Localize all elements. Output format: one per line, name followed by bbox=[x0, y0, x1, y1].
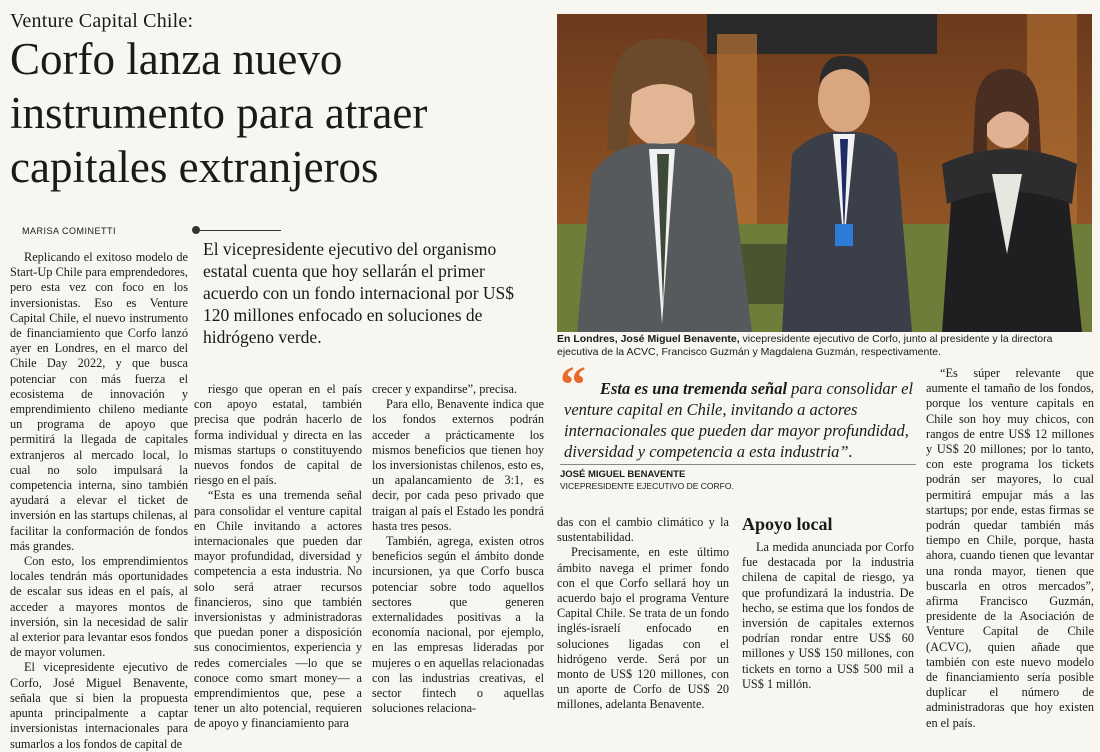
column-3 bbox=[372, 382, 544, 716]
paragraph: También, agrega, existen otros beneficios según el ámbito donde incursionen, ya que Corfo busca potenciar sobre todo aquellos sectores que generen externalidades positivas a la economía nacional, por ejemplo, en las empresas lideradas por mujeres o en aquellas relacionadas con las industrias creativas, el sector fintech o aquellas soluciones relaciona- bbox=[372, 534, 544, 716]
column-6 bbox=[926, 366, 1094, 731]
quote-rule bbox=[560, 464, 916, 465]
headline: Corfo lanza nuevo instrumento para atraer capitales extranjeros bbox=[10, 34, 428, 192]
column-5 bbox=[742, 540, 914, 692]
paragraph: Replicando el exitoso modelo de Start-Up Chile para emprendedores, pero esta vez con foco en los inversionistas. Eso es Venture Capital Chile, el nuevo instrumento de financiamiento que Corfo lanzó ayer en Londres, en el marco del Chile Day 2022, y que busca potenciar con más fuerza el ecosistema de innovación y emprendimiento chileno mediante un programa de apoyo que permitirá la llegada de capitales extranjeros al mercado local, lo cual no solo impulsará la competencia interna, sino también ayudará a elevar el ticket de inversión en las startups chilenas, al facilitar la conformación de fondos más grandes. bbox=[10, 250, 188, 553]
paragraph: Para ello, Benavente indica que los fondos externos podrán acceder a prácticamente los mismos beneficios que tienen hoy los inversionistas chilenos, esto es, un apalancamiento de 3:1, es decir, por cada peso privado que traigan al país el Estado les pondrá hasta tres pesos. bbox=[372, 397, 544, 533]
paragraph: El vicepresidente ejecutivo de Corfo, José Miguel Benavente, señala que si bien la propuesta apunta principalmente a captar inversionistas internacionales para sumarlos a los fondos de capital de bbox=[10, 660, 188, 751]
subhead-apoyo-local: Apoyo local bbox=[742, 514, 833, 534]
paragraph: riesgo que operan en el país con apoyo estatal, también precisa que podrán hacerlo de forma individual y directa en las mismas startups o constituyendo nuevos fondos de capital de riesgo en el país. bbox=[194, 382, 362, 488]
paragraph: “Esta es una tremenda señal para consolidar el venture capital en Chile invitando a actores internacionales que pueden dar mayor profundidad, diversidad y competencia a esta industria. No solo será atraer recursos financieros, sino que también inversionistas y administradoras que puedan poner a disposición sus conocimientos, experiencia y redes comerciales —lo que se conoce como smart money— a emprendimientos que, pese a tener un alto potencial, requieren de apoyo y financiamiento para bbox=[194, 488, 362, 731]
paragraph: La medida anunciada por Corfo fue destacada por la industria chilena de capital de riesgo, ya que profundizará la industria. De hecho, se estima que los fondos de inversión de capitales externos podrían rondar entre US$ 60 millones y US$ 150 millones, con tickets en torno a US$ 500 mil a US$ 1 millón. bbox=[742, 540, 914, 691]
deck-rule bbox=[196, 230, 281, 231]
paragraph: Precisamente, en este último ámbito navega el primer fondo con el que Corfo sellará hoy un acuerdo bajo el programa Venture Capital Chile. Se trata de un fondo inglés-israelí enfocado en soluciones ligadas con el hidrógeno verde. Será por un monto de US$ 120 millones, con un aporte de Corfo de US$ 20 millones, adelanta Benavente. bbox=[557, 545, 729, 712]
kicker: Venture Capital Chile: bbox=[10, 10, 194, 32]
paragraph: crecer y expandirse”, precisa. bbox=[372, 382, 518, 396]
column-4 bbox=[557, 515, 729, 713]
photo bbox=[557, 14, 1092, 332]
photo-illustration bbox=[557, 14, 1092, 332]
quote-text bbox=[564, 378, 920, 462]
paragraph: “Es súper relevante que aumente el tamaño de los fondos, porque los venture capitals en Chile son hoy muy chicos, con rangos de entre US$ 12 millones y US$ 20 millones; por lo tanto, con este programa los tickets podrán ser mayores, lo cual permitirá empujar más a las startups; por ende, estas firmas se podrán quedar también más tiempo en Chile, porque, hasta ahora, cuando tienen que levantar una ronda mayor, tienen que buscarla en otros mercados”, afirma Francisco Guzmán, presidente de la Asociación de Venture Capital de Chile (ACVC), quien añade que también con este nuevo modelo de financiamiento sería posible duplicar el número de administradoras que hoy existen en el país. bbox=[926, 366, 1094, 730]
photo-caption bbox=[557, 333, 1092, 359]
deck: El vicepresidente ejecutivo del organismo estatal cuenta que hoy sellarán el primer acuerdo con un fondo internacional por US$ 120 millones enfocado en soluciones de hidrógeno verde. bbox=[203, 239, 515, 347]
quote-lead: Esta es una tremenda señal bbox=[600, 379, 788, 398]
byline: MARISA COMINETTI bbox=[22, 226, 117, 236]
caption-text: vicepresidente ejecutivo de Corfo, junto al presidente y la directora ejecutiva de la ACVC, Francisco Guzmán y Magdalena Guzmán, respectivamente. bbox=[557, 333, 1053, 358]
paragraph: das con el cambio climático y la sustentabilidad. bbox=[557, 515, 729, 545]
quote-author: JOSÉ MIGUEL BENAVENTE bbox=[560, 469, 686, 480]
paragraph: Con esto, los emprendimientos locales tendrán más oportunidades de escalar sus ideas en el país, al acceder a mayores montos de inversión, sin la necesidad de salir al exterior para levantar esos fondos de mayor volumen. bbox=[10, 554, 188, 660]
caption-lead: En Londres, José Miguel Benavente, bbox=[557, 333, 740, 345]
quote-mark-icon: “ bbox=[560, 357, 586, 414]
column-2 bbox=[194, 382, 362, 732]
quote-role: VICEPRESIDENTE EJECUTIVO DE CORFO. bbox=[560, 481, 734, 491]
column-1 bbox=[10, 250, 188, 752]
quote-body: para consolidar el venture capital en Chile, invitando a actores internacionales que pueden dar mayor profundidad, diversidad y competencia a esta industria”. bbox=[564, 379, 914, 461]
